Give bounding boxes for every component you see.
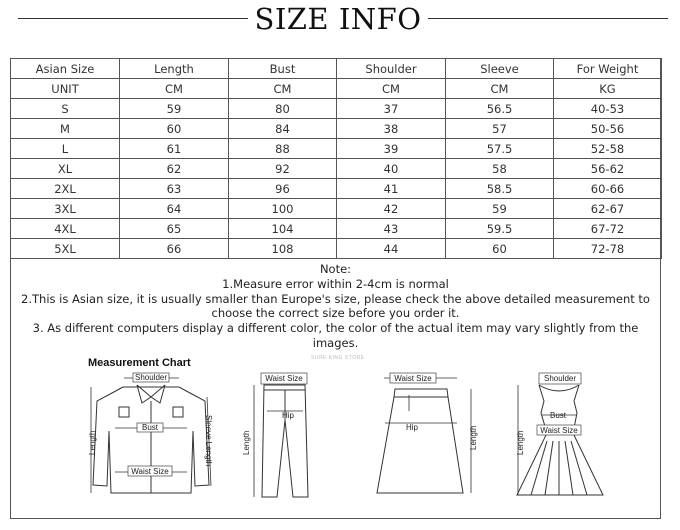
table-cell: 39 — [337, 139, 446, 159]
table-cell: 63 — [120, 179, 229, 199]
table-row — [11, 199, 662, 219]
table-cell: 104 — [229, 219, 337, 239]
note-1: 1.Measure error within 2-4cm is normal — [222, 276, 449, 291]
dress-length-label: Length — [516, 430, 525, 455]
title-rule-left — [18, 18, 248, 19]
table-cell: 57 — [446, 119, 554, 139]
table-cell: CM — [337, 79, 446, 99]
table-cell: CM — [229, 79, 337, 99]
measurement-chart — [11, 345, 660, 517]
pants-hip-label: Hip — [282, 411, 295, 420]
page-title: SIZE INFO — [254, 2, 422, 36]
shirt-collar — [137, 385, 165, 403]
size-table — [10, 58, 662, 259]
table-cell: 62 — [120, 159, 229, 179]
table-row — [11, 179, 662, 199]
table-cell: 58.5 — [446, 179, 554, 199]
table-cell: 60-66 — [554, 179, 662, 199]
table-cell: 50-56 — [554, 119, 662, 139]
table-cell: M — [11, 119, 120, 139]
dress-waist-label: Waist Size — [540, 426, 578, 435]
table-cell: 40 — [337, 159, 446, 179]
table-cell: 38 — [337, 119, 446, 139]
table-cell: 100 — [229, 199, 337, 219]
dress-diagram — [516, 373, 603, 495]
table-cell: 57.5 — [446, 139, 554, 159]
table-cell: 84 — [229, 119, 337, 139]
table-cell: 61 — [120, 139, 229, 159]
table-cell: L — [11, 139, 120, 159]
skirt-length-label: Length — [469, 425, 478, 450]
table-cell: 60 — [446, 239, 554, 259]
table-cell: 65 — [120, 219, 229, 239]
table-cell: 60 — [120, 119, 229, 139]
table-cell: 40-53 — [554, 99, 662, 119]
table-cell: 3XL — [11, 199, 120, 219]
table-cell: 64 — [120, 199, 229, 219]
pants-waist-label: Waist Size — [265, 374, 303, 383]
table-cell: XL — [11, 159, 120, 179]
table-cell: 59.5 — [446, 219, 554, 239]
table-cell: 42 — [337, 199, 446, 219]
skirt-diagram — [377, 373, 478, 493]
table-cell: 88 — [229, 139, 337, 159]
header — [0, 0, 680, 42]
table-cell: 59 — [446, 199, 554, 219]
table-cell: 72-78 — [554, 239, 662, 259]
table-cell: 67-72 — [554, 219, 662, 239]
table-row — [11, 239, 662, 259]
table-cell: UNIT — [11, 79, 120, 99]
table-cell: 56.5 — [446, 99, 554, 119]
shirt-diagram — [88, 373, 213, 493]
table-cell: 80 — [229, 99, 337, 119]
table-row — [11, 159, 662, 179]
unit-row — [11, 79, 662, 99]
table-cell: Bust — [229, 59, 337, 79]
table-cell: For Weight — [554, 59, 662, 79]
dress-shoulder-label: Shoulder — [543, 374, 577, 383]
table-cell: KG — [554, 79, 662, 99]
title-rule-right — [428, 18, 668, 19]
table-cell: CM — [120, 79, 229, 99]
note-2: 2.This is Asian size, it is usually smaller than Europe's size, please check the above detailed measurement to choose the correct size before you order it. — [21, 291, 650, 321]
table-cell: 59 — [120, 99, 229, 119]
table-cell: 58 — [446, 159, 554, 179]
table-cell: 37 — [337, 99, 446, 119]
table-cell: 41 — [337, 179, 446, 199]
table-cell: 43 — [337, 219, 446, 239]
skirt-waist-label: Waist Size — [394, 374, 432, 383]
shirt-bust-label: Bust — [141, 423, 159, 432]
table-cell: 56-62 — [554, 159, 662, 179]
table-cell: 108 — [229, 239, 337, 259]
shirt-shoulder-label: Shoulder — [134, 373, 168, 382]
table-cell: 5XL — [11, 239, 120, 259]
dress-bust-label: Bust — [550, 411, 567, 420]
table-cell: 62-67 — [554, 199, 662, 219]
shirt-sleeve-label: Sleeve Length — [204, 415, 213, 467]
table-cell: S — [11, 99, 120, 119]
table-cell: 52-58 — [554, 139, 662, 159]
table-cell: 4XL — [11, 219, 120, 239]
dress-neckline — [539, 385, 579, 391]
note-3: 3. As different computers display a different color, the color of the actual item may vary slightly from the images. — [32, 321, 639, 350]
header-row — [11, 59, 662, 79]
table-cell: 44 — [337, 239, 446, 259]
table-cell: Length — [120, 59, 229, 79]
store-watermark: SURE KING STORE — [311, 355, 365, 361]
notes — [11, 262, 660, 351]
table-cell: 2XL — [11, 179, 120, 199]
notes-heading: Note: — [319, 262, 352, 276]
skirt-hip-label: Hip — [406, 423, 419, 432]
table-row — [11, 219, 662, 239]
skirt-outline — [377, 389, 463, 493]
table-row — [11, 139, 662, 159]
shirt-waist-label: Waist Size — [131, 467, 169, 476]
pants-diagram — [242, 373, 308, 497]
measurement-chart-title: Measurement Chart — [88, 357, 191, 369]
table-cell: Shoulder — [337, 59, 446, 79]
shirt-length-label: Length — [88, 430, 97, 455]
table-row — [11, 119, 662, 139]
pants-length-label: Length — [242, 430, 251, 455]
table-cell: Sleeve — [446, 59, 554, 79]
table-cell: Asian Size — [11, 59, 120, 79]
table-cell: 92 — [229, 159, 337, 179]
table-cell: CM — [446, 79, 554, 99]
table-cell: 66 — [120, 239, 229, 259]
table-cell: 96 — [229, 179, 337, 199]
dress-outline — [517, 385, 603, 495]
table-row — [11, 99, 662, 119]
